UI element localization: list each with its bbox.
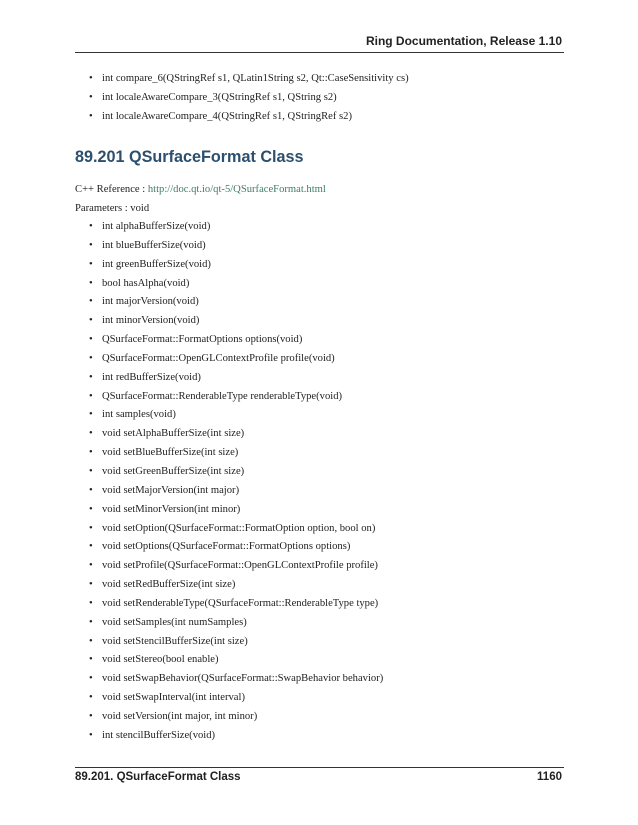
page-number: 1160 xyxy=(537,771,562,783)
list-item xyxy=(89,485,383,497)
section-heading: 89.201 QSurfaceFormat Class xyxy=(75,148,304,166)
list-item xyxy=(89,372,383,384)
method-signature: QSurfaceFormat::FormatOptions options(void) xyxy=(102,334,303,346)
list-item xyxy=(89,654,383,666)
bullet: • xyxy=(89,296,93,308)
list-item xyxy=(89,598,383,610)
bullet: • xyxy=(89,352,93,364)
method-signature: void setBlueBufferSize(int size) xyxy=(102,447,239,459)
list-item xyxy=(89,617,383,629)
method-signature: void setSwapBehavior(QSurfaceFormat::SwapBehavior behavior) xyxy=(102,673,384,685)
list-item xyxy=(89,692,383,704)
bullet: • xyxy=(89,503,93,515)
bullet: • xyxy=(89,409,93,421)
cpp-reference-line xyxy=(75,184,326,195)
method-signature: void setStencilBufferSize(int size) xyxy=(102,635,248,647)
bullet: • xyxy=(89,541,93,553)
method-signature: void setRedBufferSize(int size) xyxy=(102,579,236,591)
running-header-title: Ring Documentation, Release 1.10 xyxy=(365,34,562,48)
list-item xyxy=(89,221,383,233)
method-signature: int localeAwareCompare_4(QStringRef s1, QStringRef s2) xyxy=(102,111,352,123)
list-item xyxy=(89,353,383,365)
bullet: • xyxy=(89,315,93,327)
method-signature: int alphaBufferSize(void) xyxy=(102,221,211,232)
method-signature: void setVersion(int major, int minor) xyxy=(102,710,258,722)
bullet: • xyxy=(89,73,93,84)
list-item xyxy=(89,711,383,723)
method-signature: void setGreenBufferSize(int size) xyxy=(102,465,245,477)
bullet: • xyxy=(89,597,93,609)
bullet: • xyxy=(89,654,93,666)
method-signature: int localeAwareCompare_3(QStringRef s1, QString s2) xyxy=(102,92,337,104)
list-item xyxy=(89,730,383,742)
method-signature: int minorVersion(void) xyxy=(102,315,200,327)
footer-divider xyxy=(75,767,564,768)
method-signature: int compare_6(QStringRef s1, QLatin1String s2, Qt::CaseSensitivity cs) xyxy=(102,73,409,84)
bullet: • xyxy=(89,673,93,685)
bullet: • xyxy=(89,560,93,572)
bullet: • xyxy=(89,692,93,704)
list-item xyxy=(89,278,383,290)
method-signature: void setOption(QSurfaceFormat::FormatOption option, bool on) xyxy=(102,522,376,534)
bullet: • xyxy=(89,334,93,346)
method-signature: void setMajorVersion(int major) xyxy=(102,484,240,496)
method-signature: void setSwapInterval(int interval) xyxy=(102,692,245,704)
method-signature: void setRenderableType(QSurfaceFormat::RenderableType type) xyxy=(102,597,379,609)
method-signature: int stencilBufferSize(void) xyxy=(102,729,216,741)
list-item xyxy=(89,504,383,516)
list-item xyxy=(89,73,409,85)
list-item xyxy=(89,560,383,572)
method-signature: int greenBufferSize(void) xyxy=(102,258,211,270)
method-signature: void setSamples(int numSamples) xyxy=(102,616,247,628)
method-signature: int samples(void) xyxy=(102,409,176,421)
bullet: • xyxy=(89,428,93,440)
method-signature: int redBufferSize(void) xyxy=(102,371,201,383)
method-signature: int blueBufferSize(void) xyxy=(102,239,206,251)
bullet: • xyxy=(89,258,93,270)
list-item xyxy=(89,523,383,535)
bullet: • xyxy=(89,484,93,496)
reference-link[interactable]: http://doc.qt.io/qt-5/QSurfaceFormat.html xyxy=(147,184,326,195)
list-item xyxy=(89,579,383,591)
bullet: • xyxy=(89,92,93,104)
list-item xyxy=(89,636,383,648)
method-signature: QSurfaceFormat::OpenGLContextProfile profile(void) xyxy=(102,352,335,364)
bullet: • xyxy=(89,465,93,477)
bullet: • xyxy=(89,277,93,289)
bullet: • xyxy=(89,616,93,628)
list-item xyxy=(89,447,383,459)
list-item xyxy=(89,240,383,252)
method-signature: void setOptions(QSurfaceFormat::FormatOptions options) xyxy=(102,541,351,553)
methods-list xyxy=(89,221,383,749)
list-item xyxy=(89,409,383,421)
method-signature: void setAlphaBufferSize(int size) xyxy=(102,428,245,440)
method-signature: int majorVersion(void) xyxy=(102,296,199,308)
method-signature: void setStereo(bool enable) xyxy=(102,654,219,666)
bullet: • xyxy=(89,371,93,383)
list-item xyxy=(89,92,409,104)
bullet: • xyxy=(89,221,93,232)
bullet: • xyxy=(89,390,93,402)
header-divider xyxy=(75,52,564,53)
list-item xyxy=(89,111,409,123)
list-item xyxy=(89,541,383,553)
bullet: • xyxy=(89,710,93,722)
list-item xyxy=(89,296,383,308)
list-item xyxy=(89,466,383,478)
bullet: • xyxy=(89,579,93,591)
list-item xyxy=(89,259,383,271)
bullet: • xyxy=(89,239,93,251)
reference-label: C++ Reference : xyxy=(75,184,148,195)
bullet: • xyxy=(89,111,93,123)
list-item xyxy=(89,673,383,685)
method-signature: void setProfile(QSurfaceFormat::OpenGLContextProfile profile) xyxy=(102,560,378,572)
list-item xyxy=(89,334,383,346)
bullet: • xyxy=(89,447,93,459)
footer-section-title: 89.201. QSurfaceFormat Class xyxy=(75,771,241,783)
list-item xyxy=(89,391,383,403)
previous-methods-list xyxy=(89,73,409,131)
method-signature: bool hasAlpha(void) xyxy=(102,277,190,289)
bullet: • xyxy=(89,635,93,647)
bullet: • xyxy=(89,522,93,534)
list-item xyxy=(89,428,383,440)
method-signature: QSurfaceFormat::RenderableType renderableType(void) xyxy=(102,390,343,402)
parameters-line: Parameters : void xyxy=(75,203,150,214)
method-signature: void setMinorVersion(int minor) xyxy=(102,503,241,515)
list-item xyxy=(89,315,383,327)
bullet: • xyxy=(89,729,93,741)
